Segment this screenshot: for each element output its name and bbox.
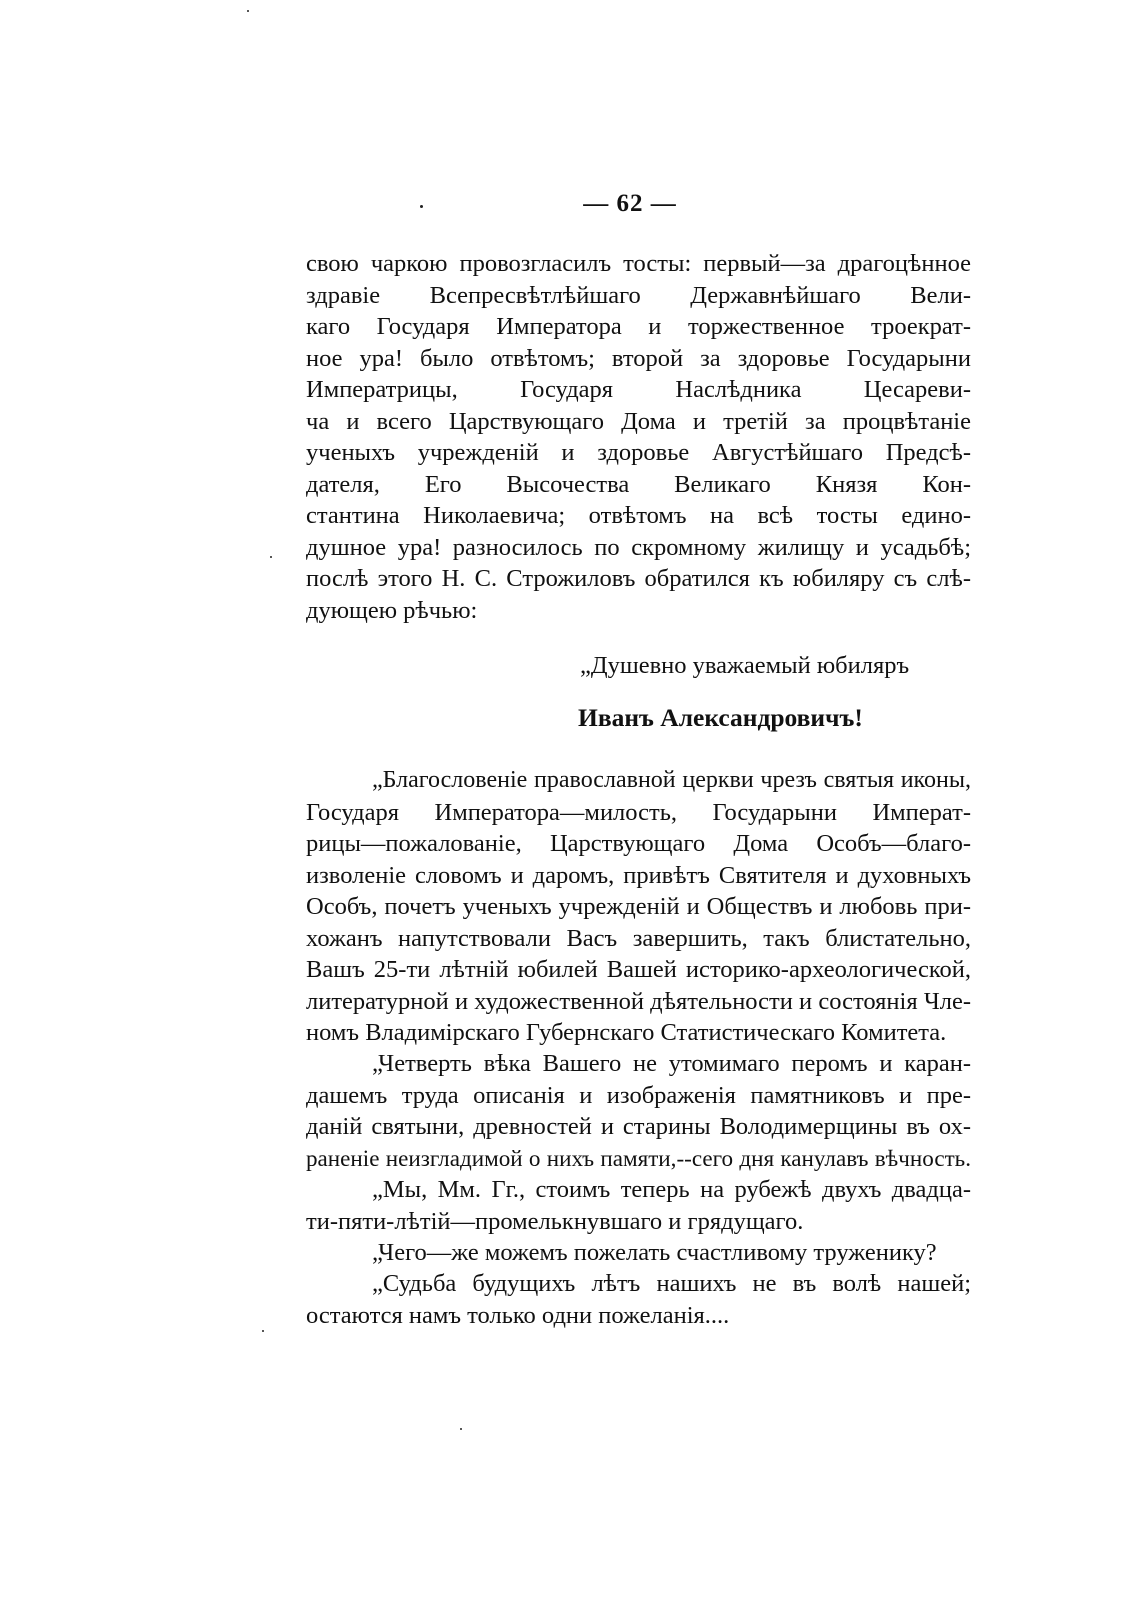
text-line: раненіе неизгладимой о нихъ памяти,--сего дня канулавъ вѣчность. [306,1144,971,1171]
text-line: Особъ, почетъ ученыхъ учрежденій и Обществъ и любовь при- [306,893,971,920]
text-line: Вашъ 25-ти лѣтній юбилей Вашей историко-археологической, [306,956,971,983]
speck [270,556,272,558]
speck [460,1428,462,1430]
speech-paragraph-5 [306,1268,971,1331]
speech-paragraph-2 [306,1048,971,1174]
text-line: дателя, Его Высочества Великаго Князя Кон- [306,470,971,498]
text-line: Государя Императора—милость, Государыни Императ- [306,798,971,826]
page-number: — 62 — [583,190,677,217]
speech-paragraph-1 [306,765,971,1049]
paragraph-intro [306,248,971,626]
text-line: здравіе Всепресвѣтлѣйшаго Державнѣйшаго Вели- [306,281,971,309]
text-line: дующею рѣчью: [306,596,478,624]
text-line: ученыхъ учрежденій и здоровье Августѣйшаго Предсѣ- [306,439,971,466]
text-line: ча и всего Царствующаго Дома и третій за процвѣтаніе [306,407,971,435]
text-line: „Мы, Мм. Гг., стоимъ теперь на рубежѣ двухъ двадца- [372,1176,971,1203]
text-line: послѣ этого Н. С. Строжиловъ обратился къ юбиляру съ слѣ- [306,565,971,592]
speck [247,10,249,12]
salutation-line-2: Иванъ Александровичъ! [578,703,863,732]
text-line: Императрицы, Государя Наслѣдника Цесареви- [306,376,971,403]
text-line: рицы—пожалованіе, Царствующаго Дома Особъ—благо- [306,830,971,857]
text-line: дашемъ труда описанія и изображенія памятниковъ и пре- [306,1081,971,1109]
text-line: номъ Владимірскаго Губернскаго Статистическаго Комитета. [306,1019,947,1046]
text-line: „Благословеніе православной церкви чрезъ святыя иконы, [372,767,971,793]
text-line: „Четверть вѣка Вашего не утомимаго перомъ и каран- [372,1050,971,1077]
text-line: каго Государя Императора и торжественное троекрат- [306,313,971,340]
text-line: „Судьба будущихъ лѣтъ нашихъ не въ волѣ нашей; [372,1270,971,1297]
text-line: „Чего—же можемъ пожелать счастливому труженику? [372,1239,937,1266]
text-line: литературной и художественной дѣятельности и состоянія Чле- [306,987,971,1015]
text-line: даній святыни, древностей и старины Володимерщины въ ох- [306,1113,971,1140]
speech-paragraph-3 [306,1174,971,1237]
speech-paragraph-4 [306,1237,971,1269]
text-line: изволеніе словомъ и даромъ, привѣтъ Святителя и духовныхъ [306,861,971,889]
text-line: душное ура! разносилось по скромному жилищу и усадьбѣ; [306,533,971,561]
text-line: свою чаркою провозгласилъ тосты: первый—за драгоцѣнное [306,250,971,277]
text-line: ное ура! было отвѣтомъ; второй за здоровье Государыни [306,344,971,372]
speck [262,1330,264,1332]
text-line: ти-пяти-лѣтій—промелькнувшаго и грядущаго. [306,1207,804,1235]
salutation-line-1: „Душевно уважаемый юбиляръ [580,652,910,679]
text-line: стантина Николаевича; отвѣтомъ на всѣ тосты едино- [306,502,971,529]
text-line: хожанъ напутствовали Васъ завершить, такъ блистательно, [306,924,971,952]
text-line: остаются намъ только одни пожеланія.... [306,1301,730,1329]
